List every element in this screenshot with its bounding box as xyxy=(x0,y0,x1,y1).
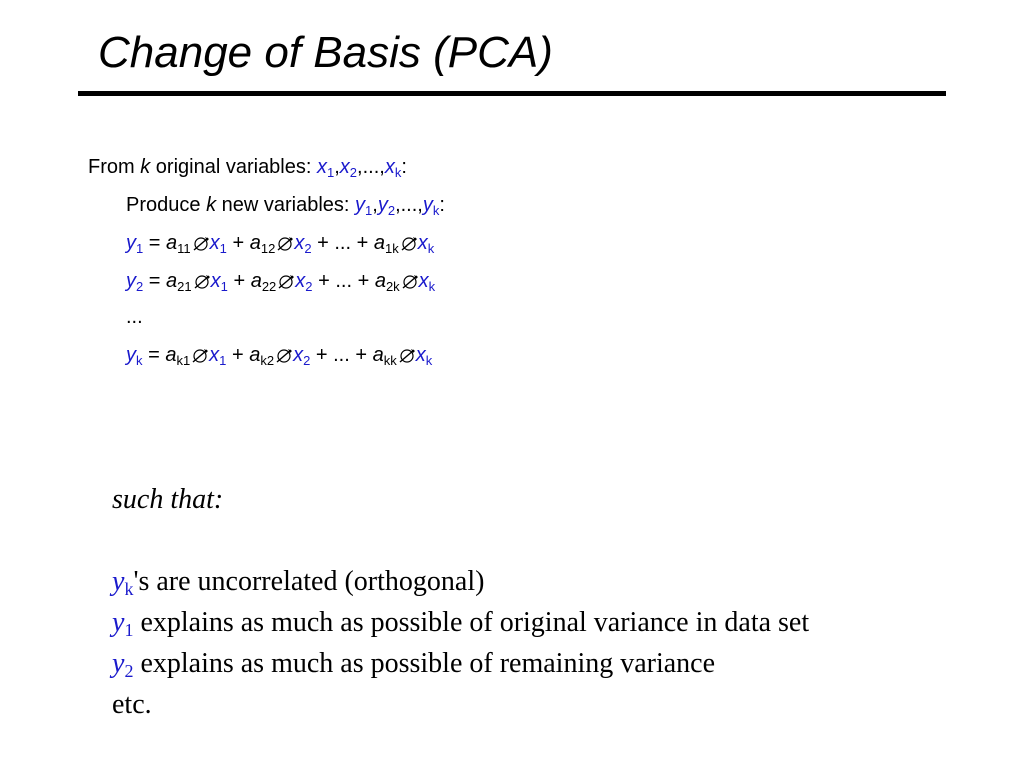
pencil-cdot-icon xyxy=(400,234,418,252)
equation-row-k: $y_k = a_{k1}$ $x_1 + a_{k2}$ $x_2$ + ... + $a_{kk}$ $x_k$ xyxy=(126,344,433,368)
equation-row-2: $y_2 = a_{21}$ $x_1 + a_{22}$ $x_2$ + ... + $a_{2k}$ $x_k$ xyxy=(126,270,436,294)
pencil-cdot-icon xyxy=(277,272,295,290)
such-that-heading: such that: xyxy=(112,484,224,515)
pencil-cdot-icon xyxy=(191,346,209,364)
equation-row-1: $y_1 = a_{11}$ $x_1 + a_{12}$ $x_2$ + ... + $a_{1k}$ $x_k$ xyxy=(126,232,435,256)
vertical-ellipsis: ... xyxy=(126,306,143,328)
slide-title: Change of Basis (PCA) xyxy=(98,28,553,77)
condition-etc: etc. xyxy=(112,689,152,720)
pencil-cdot-icon xyxy=(276,234,294,252)
produce-line: Produce k new variables: $y_1,y_2,...,y_k$: xyxy=(126,194,445,218)
condition-uncorrelated: $y_k's$ are uncorrelated (orthogonal) xyxy=(112,566,485,599)
pencil-cdot-icon xyxy=(193,272,211,290)
pencil-cdot-icon xyxy=(398,346,416,364)
title-rule xyxy=(78,91,946,96)
intro-line: From k original variables: $x_1,x_2,...,x_k$: xyxy=(88,156,407,180)
condition-second-variance: $y_2$ explains as much as possible of remaining variance xyxy=(112,648,716,681)
pencil-cdot-icon xyxy=(401,272,419,290)
pencil-cdot-icon xyxy=(275,346,293,364)
pencil-cdot-icon xyxy=(192,234,210,252)
condition-first-variance: $y_1$ explains as much as possible of original variance in data set xyxy=(112,607,810,640)
